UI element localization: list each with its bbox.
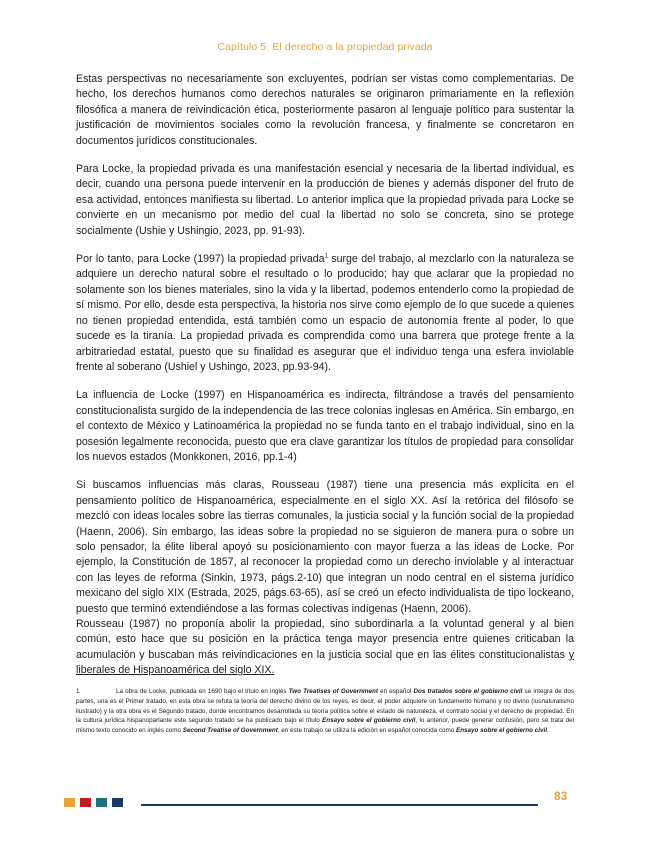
paragraph-4: La influencia de Locke (1997) en Hispanoamérica es indirecta, filtrándose a través del pensamiento constitucionalista surgido de la independencia de las trece colonias inglesas en América. Sin embargo, en el contexto de México y Latinoamérica la propiedad no se funda tanto en el trabajo individual, sino en la posesión legalmente reconocida, puesto que era clave garantizar los títulos de propiedad para consolidar los nuevos estados (Monkkonen, 2016, pp.1-4) xyxy=(76,389,574,463)
footnote-reference[interactable]: 1 xyxy=(324,253,328,260)
footnote-text-4: , lo anterior, puede generar confusión, pero se trata del mismo texto conocido en inglés como xyxy=(76,717,575,735)
chapter-header: Capítulo 5. El derecho a la propiedad privada xyxy=(217,41,433,53)
orange-square xyxy=(64,798,75,807)
teal-square xyxy=(96,798,107,807)
paragraph-6-main: Rousseau (1987) no proponía abolir la propiedad, sino subordinarla a la voluntad general y al bien común, esto hace que su posición en la práctica tenga mayor presencia entre quienes criticaban la acumulación y buscaban más reivindicaciones en la justicia social que en las élites constitucionalistas xyxy=(76,618,574,661)
paragraph-3-start: Por lo tanto, para Locke (1997) la propiedad privada xyxy=(76,253,325,266)
footnote-number: 1 xyxy=(76,688,80,695)
paragraph-1: Estas perspectivas no necesariamente son excluyentes, podrían ser vistas como complementarias. De hecho, los derechos humanos como derechos naturales se originaron primariamente en la reflexión filosófica a manera de reivindicación ética, posteriormente pasaron al lenguaje político para sustentar la justificación de movimientos sociales como la revolución francesa, y finalmente se concretaron en documentos jurídicos constitucionales. xyxy=(76,73,574,147)
footnote-title-spanish: Dos tratados sobre el gobierno civil xyxy=(413,688,523,695)
footer-rule xyxy=(141,804,538,806)
paragraph-5: Si buscamos influencias más claras, Rousseau (1987) tiene una presencia más explícita en el pensamiento político de Hispanoamérica, especialmente en el siglo XX. Así la retórica del filósofo se mezcló con ideas locales sobre las tierras comunales, la justicia social y la función social de la propiedad (Haenn, 2006). Sin embargo, las ideas sobre la propiedad no se siguieron de manera pura o sobre un solo pensador, la élite liberal apoyó su posicionamiento con mayor fuerza a las ideas de Locke. Por ejemplo, la Constitución de 1857, al reconocer la propiedad como un derecho inviolable y al interactuar con las leyes de reforma (Sinkin, 1973, págs.2-10) que integran un nodo central en el sistema jurídico mexicano del siglo XIX (Estrada, 2025, págs.63-65), así se creó un efecto individualista de tipo lockeano, puesto que terminó extendiéndose a las formas colectivas indígenas (Haenn, 2006). xyxy=(76,479,574,615)
footnote-text-2: en español xyxy=(377,688,414,695)
paragraph-6 xyxy=(76,617,574,679)
footnote-title-ensayo-2: Ensayo sobre el gobierno civil xyxy=(456,727,547,735)
page-number: 83 xyxy=(554,789,568,803)
paragraph-3-rest: surge del trabajo, al mezclarlo con la naturaleza se adquiere un derecho natural sobre el resultado o lo producido; hay que aclarar que la propiedad no solamente son los bienes materiales, sino la vida y la libertad, podemos entenderlo como la propiedad de sí mismo. Por ello, desde esta perspectiva, la historia nos sirve como ejemplo de lo que sucede a quienes no tienen propiedad entendida, está también como un espacio de autonomía frente al poder, lo que sucede es la tiranía. La propiedad privada es comprendida como una barrera que protege frente a la arbitrariedad estatal, puesto que su finalidad es asegurar que el individuo tenga una esfera inviolable frente al soberano (Ushiel y Ushingo, 2023, pp.93-94). xyxy=(76,253,574,373)
navy-square xyxy=(112,798,123,807)
footnote-title-ensayo: Ensayo sobre el gobierno civil xyxy=(322,717,416,725)
main-text xyxy=(76,72,574,679)
footnote-title-second-treatise: Second Treatise of Government xyxy=(182,727,278,735)
paragraph-3 xyxy=(76,252,574,375)
footnote xyxy=(76,687,574,736)
footer-decoration xyxy=(64,798,604,807)
footnote-text-3: se integra de dos partes, una es el Primer tratado, en esta obra se refuta la teoría del derecho divino de los reyes, es decir, el poder adquiere un fundamento humano y no divino (iusnaturalismo ilustrado) y la otra obra es el Segundo tratado, donde encontramos desarrollada su teoría política sobre el estado de naturaleza, el contrato social y el derecho de propiedad. En la cultura jurídica hispanoparlante este segundo tratado se ha publicado bajo el título xyxy=(76,688,575,725)
paragraph-2: Para Locke, la propiedad privada es una manifestación esencial y necesaria de la libertad individual, es decir, cuando una persona puede intervenir en la producción de bienes y además disponer del fruto de esa actividad, entonces manifiesta su libertad. Lo anterior implica que la propiedad privada para Locke se convierte en un mecanismo por medio del cual la libertad no solo se concreta, sino se protege socialmente (Ushie y Ushingio, 2023, pp. 91-93). xyxy=(76,163,574,237)
footnote-text-5: , en este trabajo se utiliza la edición en español conocida como xyxy=(277,727,456,735)
footnote-text-1: La obra de Locke, publicada en 1690 bajo el título en inglés xyxy=(116,688,289,695)
red-square xyxy=(80,798,91,807)
footnote-title-english: Two Treatises of Government xyxy=(288,688,378,695)
footnote-text-6: . xyxy=(546,727,549,735)
paragraph-6-underlined: y liberales de Hispanoamérica del siglo XIX. xyxy=(76,648,574,677)
